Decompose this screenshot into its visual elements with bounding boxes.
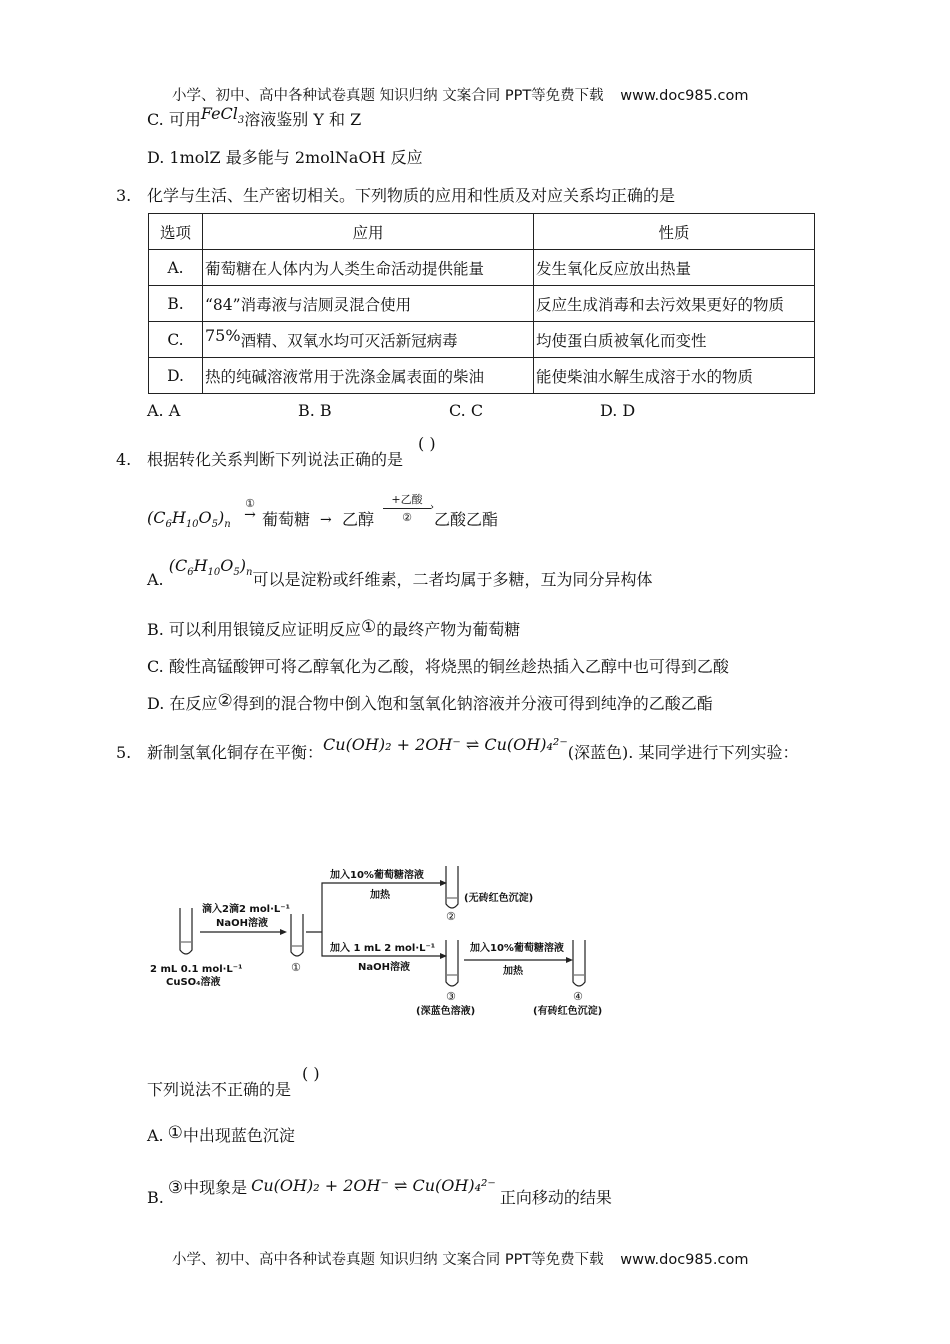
product-ethyl-acetate: 乙酸乙酯 [434,510,499,529]
q5-option-b: B. ③中现象是 Cu(OH)₂ + 2OH⁻ ⇌ Cu(OH)₄²⁻正向移动的结果 [147,1176,612,1207]
upper-arrow-label-2: 加热 [370,890,390,901]
q3-answer-a: A. A [147,401,181,420]
header-option: 选项 [149,214,203,250]
tube-1-label: ① [291,961,301,974]
test-tube-3 [446,940,458,986]
header-property: 性质 [534,214,815,250]
test-tube-1 [291,914,303,956]
q4-scheme [147,493,567,536]
footer-url: www.doc985.com [620,1252,749,1268]
page-header [172,84,748,105]
arrow-1-head [280,929,287,935]
lower-arrow-label-1: 加入 1 mL 2 mol·L⁻¹ [330,943,436,954]
arrow1-label-1: 滴入2滴2 mol·L⁻¹ [202,904,290,915]
table-row: D. 热的纯碱溶液常用于洗涤金属表面的柴油 能使柴油水解生成溶于水的物质 [149,358,815,394]
right-arrow-label-1: 加入10%葡萄糖溶液 [470,943,564,954]
q5-stem: 新制氢氧化铜存在平衡：Cu(OH)₂ + 2OH⁻ ⇌ Cu(OH)₄²⁻(深蓝色). 某同学进行下列实验： [147,735,799,762]
q2-option-c: C. 可用FeCl$_3$溶液鉴别 Y 和 Z [147,104,362,129]
upper-arrow-label-1: 加入10%葡萄糖溶液 [330,870,424,881]
start-label-2: CuSO₄溶液 [166,977,221,988]
footer-text: 小学、初中、高中各种试卷真题 知识归纳 文案合同 PPT等免费下载 [172,1252,604,1268]
product-glucose: 葡萄糖 [262,510,311,529]
right-arrow-label-2: 加热 [503,966,523,977]
header-application: 应用 [203,214,534,250]
cellulose-formula: $(C_6H_{10}O_5)_n$ [147,508,231,531]
q3-answer-c: C. C [449,401,484,420]
q5-sub-stem: 下列说法不正确的是 [147,1080,292,1099]
tube-3-note: (深蓝色溶液) [416,1006,476,1017]
formula-fecl3: FeCl$_3$ [200,104,245,127]
header-url: www.doc985.com [620,88,749,104]
table-row: C. 75%酒精、双氧水均可灭活新冠病毒 均使蛋白质被氧化而变性 [149,322,815,358]
table-row: A. 葡萄糖在人体内为人类生命活动提供能量 发生氧化反应放出热量 [149,250,815,286]
q4-number: 4. [116,450,132,469]
q4-option-c: C. 酸性高锰酸钾可将乙醇氧化为乙酸，将烧黑的铜丝趁热插入乙醇中也可得到乙酸 [147,657,729,676]
q4-stem: 根据转化关系判断下列说法正确的是 [147,450,404,469]
arrow-3: +乙酸 › ② [383,494,431,525]
start-label-1: 2 mL 0.1 mol·L⁻¹ [150,964,243,975]
tube-3-label: ③ [446,990,456,1003]
q5-paren: ( ) [302,1064,320,1083]
arrow1-label-2: NaOH溶液 [216,918,268,929]
q3-table [148,213,815,394]
arrow-2: → [320,512,332,528]
product-ethanol: 乙醇 [342,510,375,529]
q3-answer-d: D. D [600,401,636,420]
test-tube-start [180,908,192,954]
q5-option-a: A. ①中出现蓝色沉淀 [147,1123,295,1145]
q4-option-a: A. $(C_6H_{10}O_5)_n$可以是淀粉或纤维素，二者均属于多糖，互为同分异构体 [147,556,653,589]
q3-stem: 化学与生活、生产密切相关。下列物质的应用和性质及对应关系均正确的是 [147,186,676,205]
tube-2-label: ② [446,910,456,923]
header-text: 小学、初中、高中各种试卷真题 知识归纳 文案合同 PPT等免费下载 [172,88,604,104]
table-header-row [149,214,815,250]
lower-arrow-label-2: NaOH溶液 [358,962,410,973]
table-row: B. “84”消毒液与洁厕灵混合使用 反应生成消毒和去污效果更好的物质 [149,286,815,322]
q2-option-d: D. 1molZ 最多能与 2molNaOH 反应 [147,148,423,167]
q3-number: 3. [116,186,132,205]
test-tube-2 [446,866,458,908]
tube-2-note: (无砖红色沉淀) [464,893,534,904]
equilibrium-equation: Cu(OH)₂ + 2OH⁻ ⇌ Cu(OH)₄²⁻ [323,735,568,754]
q4-option-b: B. 可以利用银镜反应证明反应①的最终产物为葡萄糖 [147,617,521,639]
page-footer [172,1248,748,1269]
arrow-1: ① → [244,497,256,523]
tube-4-label: ④ [573,990,583,1003]
q5-number: 5. [116,743,132,762]
cellulose-formula: $(C_6H_{10}O_5)_n$ [168,556,253,579]
experiment-diagram [140,858,660,1028]
q3-answer-b: B. B [298,401,332,420]
q4-option-d: D. 在反应②得到的混合物中倒入饱和氢氧化钠溶液并分液可得到纯净的乙酸乙酯 [147,691,713,713]
test-tube-4 [573,940,585,986]
tube-4-note: (有砖红色沉淀) [533,1006,603,1017]
q4-paren: ( ) [418,434,436,453]
equilibrium-equation: Cu(OH)₂ + 2OH⁻ ⇌ Cu(OH)₄²⁻ [251,1176,496,1195]
